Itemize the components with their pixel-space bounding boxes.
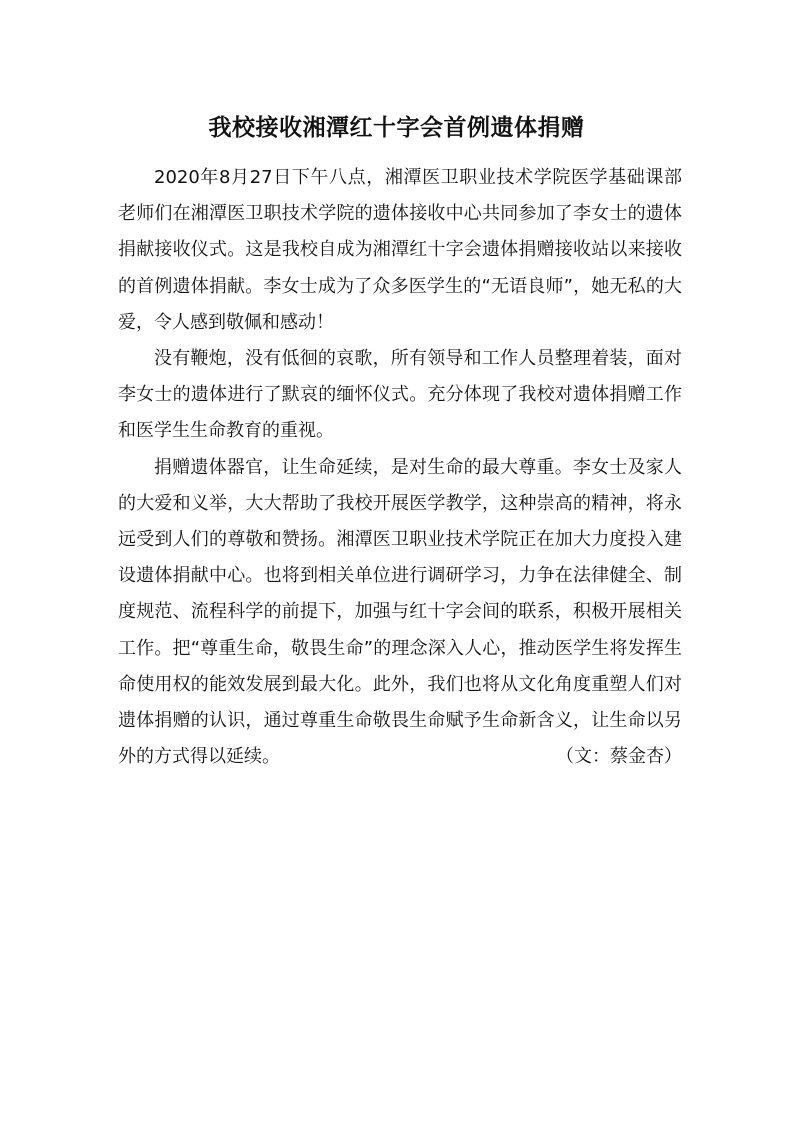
- article-title: 我校接收湘潭红十字会首例遗体捐赠: [208, 115, 585, 141]
- paragraph-3-text: 捐赠遗体器官，让生命延续，是对生命的最大尊重。李女士及家人的大爱和义举，大大帮助了我校开展医学教学，这种崇高的精神，将永远受到人们的尊敬和赞扬。湘潭医卫职业技术学院正在加大力度投入建设遗体捐献中心。也将到相关单位进行调研学习，力争在法律健全、制度规范、流程科学的前提下，加强与红十字会间的联系，积极开展相关工作。把“尊重生命，敬畏生命”的理念深入人心，推动医学生将发挥生命使用权的能效发展到最大化。此外，我们也将从文化角度重塑人们对遗体捐赠的认识，通过尊重生命敬畏生命赋予生命新含义，让生命以另外的方式得以延续。: [118, 456, 682, 768]
- author-credit: （文：蔡金杏）: [556, 746, 682, 768]
- paragraph-3: [118, 450, 682, 776]
- article-body: [118, 160, 682, 775]
- paragraph-1: 2020年8月27日下午八点，湘潭医卫职业技术学院医学基础课部老师们在湘潭医卫职技术学院的遗体接收中心共同参加了李女士的遗体捐献接收仪式。这是我校自成为湘潭红十字会遗体捐赠接收站以来接收的首例遗体捐献。李女士成为了众多医学生的“无语良师”，她无私的大爱，令人感到敬佩和感动！: [118, 167, 682, 333]
- paragraph-2: 没有鞭炮，没有低徊的哀歌，所有领导和工作人员整理着装，面对李女士的遗体进行了默哀的缅怀仪式。充分体现了我校对遗体捐赠工作和医学生生命教育的重视。: [118, 348, 682, 442]
